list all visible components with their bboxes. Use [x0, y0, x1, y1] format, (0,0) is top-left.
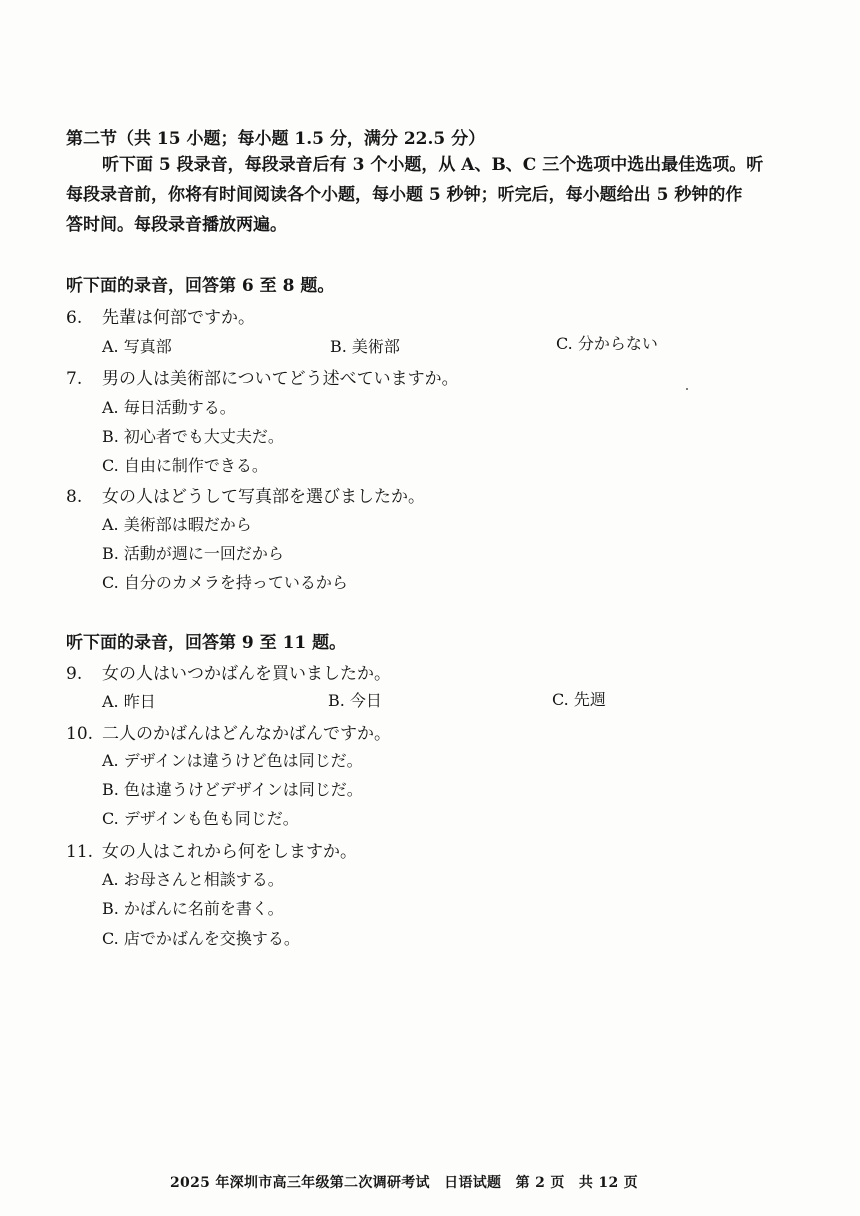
option-8b: B. 活動が週に一回だから [102, 544, 284, 563]
option-6b: B. 美術部 [330, 337, 400, 356]
question-text: 女の人はいつかばんを買いましたか。 [102, 664, 391, 684]
option-10b: B. 色は違うけどデザインは同じだ。 [102, 780, 363, 799]
instruction-line-3: 答时间。每段录音播放两遍。 [66, 215, 287, 235]
option-10a: A. デザインは違うけど色は同じだ。 [102, 751, 363, 770]
question-text: 先輩は何部ですか。 [102, 308, 255, 328]
question-number: 7. [66, 369, 83, 389]
question-6 [66, 303, 255, 328]
question-number: 6. [66, 308, 83, 328]
question-9 [66, 659, 391, 684]
option-8a: A. 美術部は暇だから [102, 515, 252, 534]
option-9b: B. 今日 [328, 691, 382, 710]
option-11b: B. かばんに名前を書く。 [102, 899, 284, 918]
question-number: 8. [66, 487, 83, 507]
option-9c: C. 先週 [552, 690, 606, 709]
section-title: 第二节（共 15 小题；每小题 1.5 分，满分 22.5 分） [66, 129, 486, 149]
option-6c: C. 分からない [556, 334, 658, 353]
option-9a: A. 昨日 [102, 692, 156, 711]
option-7a: A. 毎日活動する。 [102, 398, 236, 417]
option-6a: A. 写真部 [102, 337, 172, 356]
question-text: 女の人はこれから何をしますか。 [102, 842, 357, 862]
instruction-line-1: 听下面 5 段录音，每段录音后有 3 个小题，从 A、B、C 三个选项中选出最佳选项。听 [102, 155, 764, 175]
group-intro-1: 听下面的录音，回答第 6 至 8 题。 [66, 276, 335, 296]
page-footer: 2025 年深圳市高三年级第二次调研考试 日语试题 第 2 页 共 12 页 [170, 1175, 638, 1191]
question-11 [66, 837, 357, 862]
group-intro-2: 听下面的录音，回答第 9 至 11 题。 [66, 633, 347, 653]
option-8c: C. 自分のカメラを持っているから [102, 573, 348, 592]
scan-speck [686, 388, 688, 390]
question-text: 女の人はどうして写真部を選びましたか。 [102, 487, 425, 507]
question-text: 二人のかばんはどんなかばんですか。 [102, 724, 391, 744]
option-10c: C. デザインも色も同じだ。 [102, 809, 299, 828]
option-7c: C. 自由に制作できる。 [102, 456, 268, 475]
option-7b: B. 初心者でも大丈夫だ。 [102, 427, 284, 446]
question-number: 11. [66, 842, 94, 862]
instruction-line-2: 每段录音前，你将有时间阅读各个小题，每小题 5 秒钟；听完后，每小题给出 5 秒钟的作 [66, 185, 743, 205]
option-11a: A. お母さんと相談する。 [102, 870, 284, 889]
question-7 [66, 364, 459, 389]
question-10 [66, 719, 391, 744]
question-number: 9. [66, 664, 83, 684]
question-text: 男の人は美術部についてどう述べていますか。 [102, 369, 459, 389]
question-number: 10. [66, 724, 94, 744]
question-8 [66, 482, 425, 507]
option-11c: C. 店でかばんを交換する。 [102, 929, 300, 948]
